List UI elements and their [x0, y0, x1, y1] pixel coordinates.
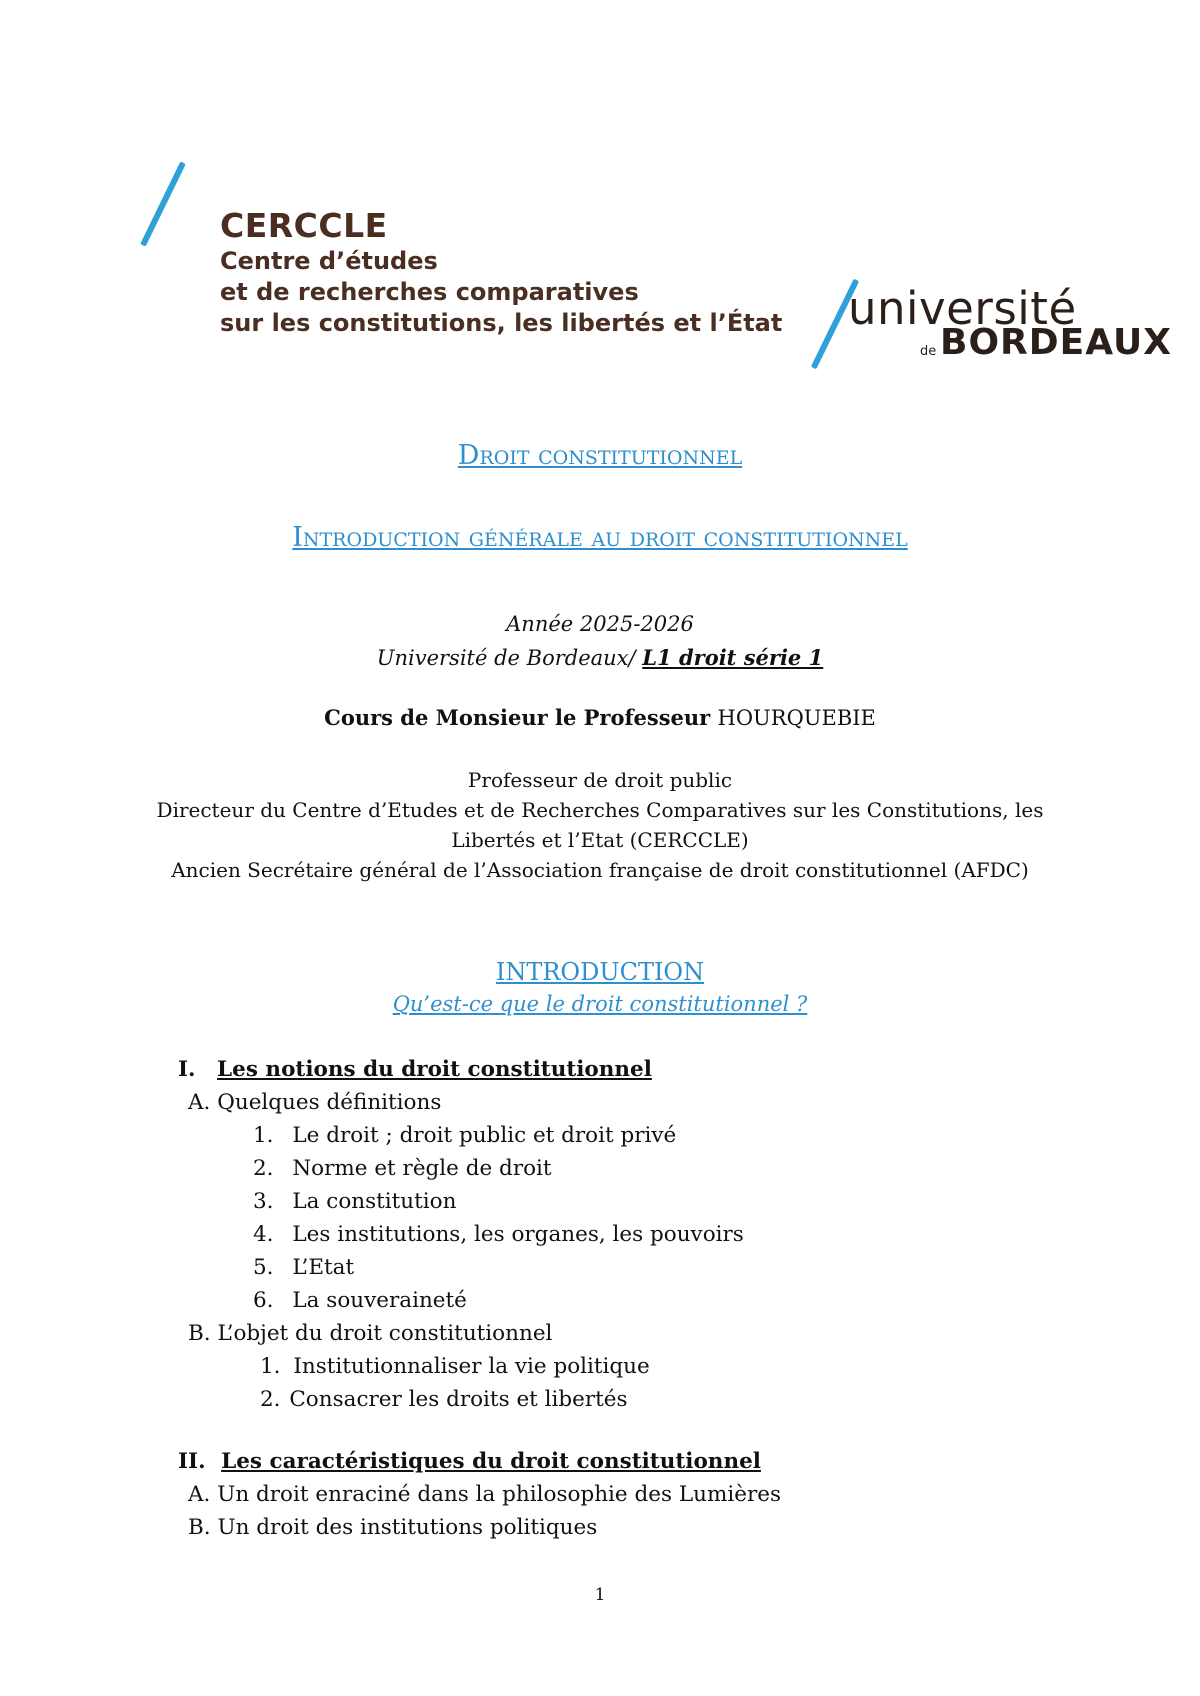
- section-2-b-label: B.: [188, 1515, 211, 1540]
- universite-logo-bordeaux: BORDEAUX: [940, 322, 1172, 363]
- cercle-logo-title: CERCCLE: [220, 206, 388, 245]
- document-title: [0, 440, 1200, 471]
- cercle-logo-line-2: et de recherches comparatives: [220, 278, 639, 306]
- item-text: La constitution: [292, 1189, 457, 1214]
- section-2-heading: [178, 1449, 761, 1474]
- item-text: Le droit ; droit public et droit privé: [292, 1123, 677, 1148]
- section-1-a-label: A.: [188, 1090, 211, 1115]
- section-2-b-text: Un droit des institutions politiques: [217, 1515, 598, 1540]
- cercle-logo-line-1: Centre d’études: [220, 247, 438, 275]
- item-text: L’Etat: [292, 1255, 355, 1280]
- item-number: 3.: [253, 1189, 274, 1214]
- list-item: [260, 1387, 628, 1412]
- page-number: 1: [594, 1585, 606, 1605]
- course-prefix: Cours de Monsieur le Professeur: [324, 705, 718, 730]
- section-2-a: [188, 1482, 781, 1507]
- section-1-b-label: B.: [188, 1321, 211, 1346]
- list-item: [260, 1354, 650, 1379]
- document-subtitle-text: Introduction générale au droit constitutionnel: [292, 522, 908, 553]
- section-1-a: [188, 1090, 441, 1115]
- section-1-a-text: Quelques définitions: [217, 1090, 442, 1115]
- item-number: 1.: [260, 1354, 281, 1379]
- list-item: [253, 1222, 744, 1247]
- item-text: La souveraineté: [292, 1288, 467, 1313]
- list-item: [253, 1255, 354, 1280]
- series-label: L1 droit série 1: [642, 645, 824, 670]
- introduction-question: Qu’est-ce que le droit constitutionnel ?: [392, 992, 808, 1016]
- item-number: 6.: [253, 1288, 274, 1313]
- item-number: 4.: [253, 1222, 274, 1247]
- item-text: Les institutions, les organes, les pouvoirs: [292, 1222, 744, 1247]
- section-1-b: [188, 1321, 552, 1346]
- cercle-logo-line-3: sur les constitutions, les libertés et l’État: [220, 309, 783, 337]
- list-item: [253, 1189, 456, 1214]
- professor-line-4: Ancien Secrétaire général de l’Association française de droit constitutionnel (AFDC): [171, 858, 1029, 882]
- item-text: Consacrer les droits et libertés: [289, 1387, 628, 1412]
- item-number: 1.: [253, 1123, 274, 1148]
- document-title-text: Droit constitutionnel: [457, 440, 743, 471]
- item-text: Institutionnaliser la vie politique: [293, 1354, 650, 1379]
- list-item: [253, 1288, 467, 1313]
- section-2-title: Les caractéristiques du droit constitutionnel: [221, 1449, 761, 1474]
- course-line: [0, 705, 1200, 730]
- section-1-number: I.: [178, 1057, 196, 1082]
- university-prefix: Université de Bordeaux/: [376, 646, 643, 670]
- section-1-heading: [178, 1057, 652, 1082]
- list-item: [253, 1123, 676, 1148]
- section-2-number: II.: [178, 1449, 206, 1474]
- item-number: 2.: [253, 1156, 274, 1181]
- section-2-b: [188, 1515, 597, 1540]
- professor-line-2: Directeur du Centre d’Etudes et de Recherches Comparatives sur les Constitutions, les: [156, 798, 1044, 822]
- university-series-line: [0, 645, 1200, 670]
- document-subtitle: [0, 522, 1200, 553]
- item-text: Norme et règle de droit: [292, 1156, 552, 1181]
- professor-name: HOURQUEBIE: [717, 706, 876, 730]
- universite-logo-word: université: [848, 282, 1077, 335]
- item-number: 5.: [253, 1255, 274, 1280]
- section-2-a-text: Un droit enraciné dans la philosophie des Lumières: [217, 1482, 781, 1507]
- introduction-heading: INTRODUCTION: [495, 958, 705, 986]
- section-2-a-label: A.: [188, 1482, 211, 1507]
- section-1-title: Les notions du droit constitutionnel: [217, 1057, 652, 1082]
- academic-year: Année 2025-2026: [506, 612, 694, 636]
- section-1-b-text: L’objet du droit constitutionnel: [217, 1321, 553, 1346]
- list-item: [253, 1156, 552, 1181]
- universite-logo-de: de: [920, 344, 937, 359]
- cercle-slash-mark: [140, 161, 186, 246]
- professor-line-1: Professeur de droit public: [467, 768, 733, 792]
- professor-line-3: Libertés et l’Etat (CERCCLE): [451, 828, 749, 852]
- item-number: 2.: [260, 1387, 281, 1412]
